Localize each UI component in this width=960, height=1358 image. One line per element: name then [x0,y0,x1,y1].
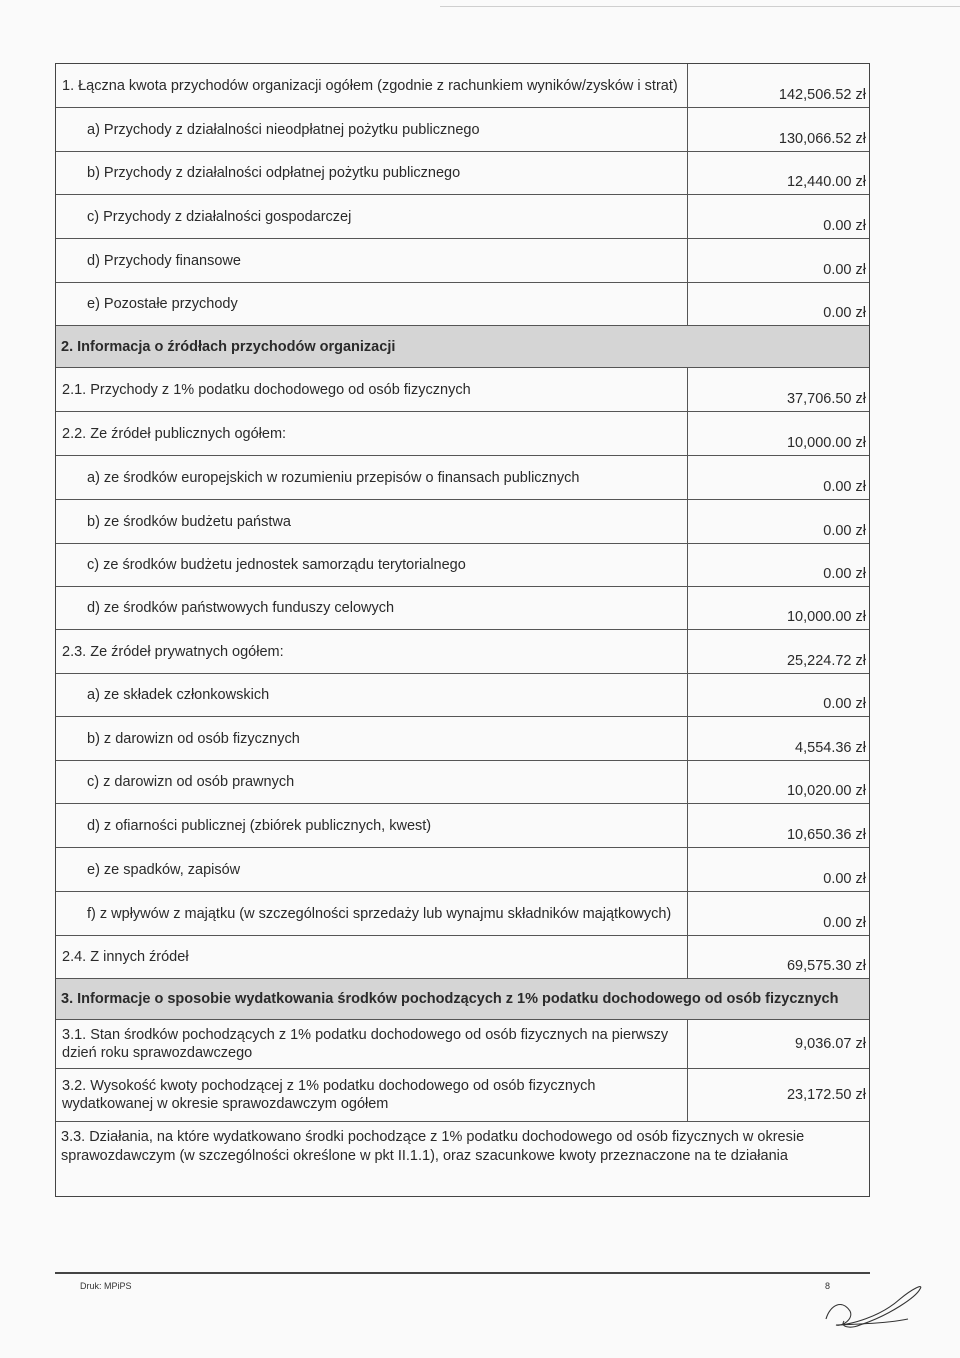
table-row [56,108,869,152]
row-label: a) ze składek członkowskich [56,674,688,716]
table-row [56,412,869,456]
page-number: 8 [825,1281,831,1291]
row-value: 0.00 zł [823,218,866,234]
table-row [56,239,869,283]
row-label: 2.2. Ze źródeł publicznych ogółem: [56,412,688,455]
row-label: a) ze środków europejskich w rozumieniu przepisów o finansach publicznych [56,456,688,499]
row-value: 142,506.52 zł [778,87,866,103]
table-row [56,761,869,804]
row-value: 4,554.36 zł [795,740,866,756]
row-label: c) ze środków budżetu jednostek samorządu terytorialnego [56,544,688,586]
row-label: 2.3. Ze źródeł prywatnych ogółem: [56,630,688,673]
row-value: 0.00 zł [823,915,866,931]
row-value: 10,000.00 zł [786,435,866,451]
top-edge-line [440,6,960,7]
row-label: f) z wpływów z majątku (w szczególności sprzedaży lub wynajmu składników majątkowych) [56,892,688,935]
table-row [56,195,869,239]
row-value: 9,036.07 zł [795,1036,866,1052]
row-value: 0.00 zł [823,523,866,539]
table-row [56,500,869,544]
row-value: 37,706.50 zł [786,391,866,407]
row-value: 130,066.52 zł [778,131,866,147]
print-label: Druk: MPiPS [80,1281,132,1291]
row-label: b) Przychody z działalności odpłatnej pożytku publicznego [56,152,688,194]
row-value: 0.00 zł [823,305,866,321]
financial-report-form [55,63,870,1197]
row-value: 0.00 zł [823,871,866,887]
table-row [56,1020,869,1069]
row-label: e) Pozostałe przychody [56,283,688,325]
row-label: d) z ofiarności publicznej (zbiórek publicznych, kwest) [56,804,688,847]
section-heading-1-percent-spending: 3. Informacje o sposobie wydatkowania środków pochodzących z 1% podatku dochodowego od osób fizycznych [56,979,869,1020]
table-row [56,368,869,412]
footer-divider [55,1272,870,1274]
row-value: 10,000.00 zł [786,609,866,625]
row-label: 2.1. Przychody z 1% podatku dochodowego od osób fizycznych [56,368,688,411]
row-label: d) ze środków państwowych funduszy celowych [56,587,688,629]
table-row-total-revenue [56,64,869,108]
row-value: 10,020.00 zł [786,783,866,799]
table-row [56,674,869,717]
table-row [56,283,869,326]
table-row [56,630,869,674]
row-label: a) Przychody z działalności nieodpłatnej pożytku publicznego [56,108,688,151]
row-label: b) z darowizn od osób fizycznych [56,717,688,760]
row-value: 12,440.00 zł [786,174,866,190]
row-label: 3.2. Wysokość kwoty pochodzącej z 1% podatku dochodowego od osób fizycznych wydatkowanej w okresie sprawozdawczym ogółem [56,1069,688,1121]
row-label: c) z darowizn od osób prawnych [56,761,688,803]
table-row [56,544,869,587]
row-value: 10,650.36 zł [786,827,866,843]
table-row [56,1069,869,1122]
row-label: 1. Łączna kwota przychodów organizacji ogółem (zgodnie z rachunkiem wyników/zysków i strat) [56,64,688,107]
table-row [56,587,869,630]
row-value: 0.00 zł [823,262,866,278]
table-row [56,717,869,761]
table-row [56,456,869,500]
row-value: 25,224.72 zł [786,653,866,669]
row-value: 69,575.30 zł [786,958,866,974]
row-label: d) Przychody finansowe [56,239,688,282]
row-label: 3.1. Stan środków pochodzących z 1% podatku dochodowego od osób fizycznych na pierwszy dzień roku sprawozdawczego [56,1020,688,1068]
row-label: e) ze spadków, zapisów [56,848,688,891]
row-value: 0.00 zł [823,566,866,582]
row-value: 0.00 zł [823,696,866,712]
row-label: 2.4. Z innych źródeł [56,936,688,978]
table-row [56,892,869,936]
table-row [56,804,869,848]
signature-icon [820,1275,930,1335]
row-value: 0.00 zł [823,479,866,495]
row-label: c) Przychody z działalności gospodarczej [56,195,688,238]
table-row [56,848,869,892]
row-value: 23,172.50 zł [786,1087,866,1103]
table-row [56,936,869,979]
activities-description-box: 3.3. Działania, na które wydatkowano środki pochodzące z 1% podatku dochodowego od osób fizycznych w okresie sprawozdawczym (w szczególności określone w pkt II.1.1), oraz szacunkowe kwoty przeznaczone na te działania [56,1122,869,1197]
section-heading-revenue-sources: 2. Informacja o źródłach przychodów organizacji [56,326,869,368]
row-label: b) ze środków budżetu państwa [56,500,688,543]
table-row [56,152,869,195]
